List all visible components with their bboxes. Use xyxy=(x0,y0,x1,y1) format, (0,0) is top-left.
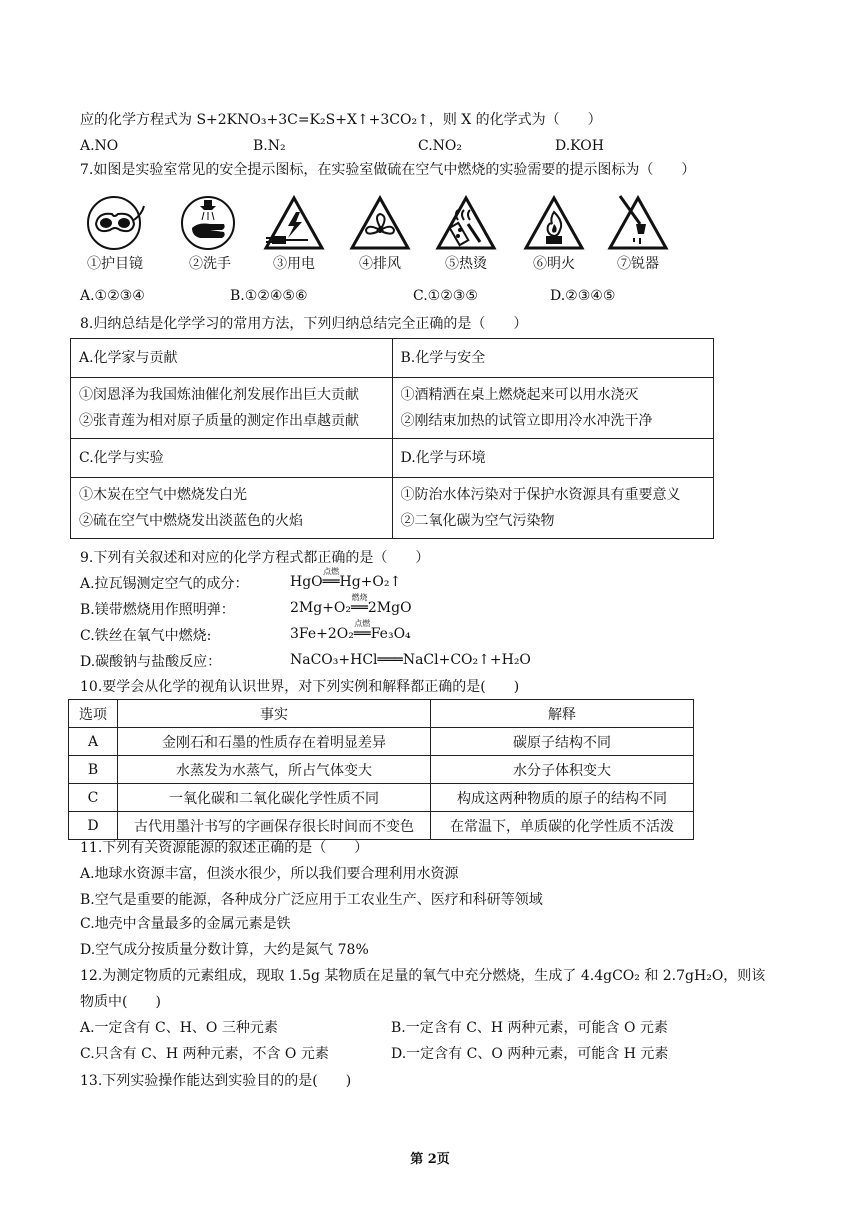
q11-option-a: A.地球水资源丰富，但淡水很少，所以我们要合理利用水资源 xyxy=(80,866,459,882)
q7-option-d: D.②③④⑤ xyxy=(550,288,616,304)
q9-item-d-label: D.碳酸钠与盐酸反应： xyxy=(80,654,222,670)
q10-row-b-explanation: 水分子体积变大 xyxy=(431,756,694,784)
q9-item-a-label: A.拉瓦锡测定空气的成分： xyxy=(80,576,249,592)
table-row xyxy=(69,756,694,784)
q7-stem: 7.如图是实验室常见的安全提示图标，在实验室做硫在空气中燃烧的实验需要的提示图标为（ ） xyxy=(80,162,696,178)
q9-item-b-label: B.镁带燃烧用作照明弹： xyxy=(80,602,235,618)
page-number: 第 2页 xyxy=(410,1152,450,1167)
q6-option-b: B.N₂ xyxy=(253,138,286,154)
q12-stem-line-2: 物质中( ) xyxy=(80,994,161,1010)
q7-option-b: B.①②④⑤⑥ xyxy=(230,288,308,304)
q6-option-c: C.NO₂ xyxy=(418,138,463,154)
q9-a-rhs: Hg+O₂↑ xyxy=(339,574,402,590)
table-row xyxy=(69,812,694,840)
hand-wash-icon xyxy=(178,194,242,252)
q9-a-lhs: HgO xyxy=(290,574,323,590)
q10-row-d-option: D xyxy=(69,812,118,840)
q9-c-lhs: 3Fe+2O₂ xyxy=(290,626,354,642)
q7-option-c: C.①②③⑤ xyxy=(413,288,478,304)
goggles-icon xyxy=(84,194,148,252)
q10-row-d-explanation: 在常温下，单质碳的化学性质不活泼 xyxy=(431,812,694,840)
q10-row-c-option: C xyxy=(69,784,118,812)
q8-cell-b-body xyxy=(392,378,714,439)
q8-b-line-2: ②刚结束加热的试管立即用冷水冲洗干净 xyxy=(400,413,653,429)
q9-item-b-equation xyxy=(290,593,412,616)
q12-option-d: D.一定含有 C、O 两种元素，可能含 H 元素 xyxy=(391,1046,669,1062)
q9-item-a-equation xyxy=(290,567,402,590)
icon-caption-hot: ⑤热烫 xyxy=(445,256,487,272)
q9-d-sign: ═══ xyxy=(377,652,403,668)
q9-c-sign: 点燃 ══ xyxy=(353,619,371,642)
icon-caption-goggles: ①护目镜 xyxy=(87,256,143,272)
q8-cell-c-body xyxy=(71,478,393,539)
q9-c-rhs: Fe₃O₄ xyxy=(370,626,411,642)
q9-item-c-label: C.铁丝在氧气中燃烧: xyxy=(80,628,212,644)
q7-option-a: A.①②③④ xyxy=(80,288,145,304)
q10-header-explanation: 解释 xyxy=(431,700,694,728)
q9-stem: 9.下列有关叙述和对应的化学方程式都正确的是（ ） xyxy=(80,550,430,566)
q9-b-rhs: 2MgO xyxy=(367,600,412,616)
q8-b-line-1: ①酒精洒在桌上燃烧起来可以用水浇灭 xyxy=(400,387,639,403)
q9-b-cond: 燃烧 xyxy=(351,593,368,602)
q12-option-a: A.一定含有 C、H、O 三种元素 xyxy=(80,1020,278,1036)
icon-caption-sharp: ⑦锐器 xyxy=(617,256,659,272)
q10-row-a-fact: 金刚石和石墨的性质存在着明显差异 xyxy=(118,728,431,756)
q10-row-d-fact: 古代用墨汁书写的字画保存很长时间而不变色 xyxy=(118,812,431,840)
q8-c-line-1: ①木炭在空气中燃烧发白光 xyxy=(79,487,247,503)
q8-cell-d-head: D.化学与环境 xyxy=(392,439,714,478)
q9-c-cond: 点燃 xyxy=(354,619,371,628)
q10-row-b-option: B xyxy=(69,756,118,784)
q8-cell-c-head: C.化学与实验 xyxy=(71,439,393,478)
q8-table xyxy=(70,338,714,539)
q11-stem: 11.下列有关资源能源的叙述正确的是（ ） xyxy=(80,840,369,856)
icon-caption-electricity: ③用电 xyxy=(273,256,315,272)
q8-cell-a-body xyxy=(71,378,393,439)
q12-option-c: C.只含有 C、H 两种元素，不含 O 元素 xyxy=(80,1046,329,1062)
icon-caption-flame: ⑥明火 xyxy=(533,256,575,272)
q9-b-sign: 燃烧 ══ xyxy=(351,593,368,616)
q11-option-c: C.地壳中含量最多的金属元素是铁 xyxy=(80,916,291,932)
q8-c-line-2: ②硫在空气中燃烧发出淡蓝色的火焰 xyxy=(79,513,303,529)
q8-cell-b-head: B.化学与安全 xyxy=(392,339,714,378)
q6-option-a: A.NO xyxy=(80,138,119,154)
q8-cell-a-head: A.化学家与贡献 xyxy=(71,339,393,378)
q9-d-rhs: NaCl+CO₂↑+H₂O xyxy=(402,652,531,668)
q9-a-cond: 点燃 xyxy=(323,567,340,576)
sharp-object-icon xyxy=(606,194,670,252)
ventilation-icon xyxy=(348,194,412,252)
table-row xyxy=(69,784,694,812)
q10-row-c-explanation: 构成这两种物质的原子的结构不同 xyxy=(431,784,694,812)
q10-header-fact: 事实 xyxy=(118,700,431,728)
q9-b-lhs: 2Mg+O₂ xyxy=(290,600,352,616)
electricity-icon xyxy=(262,194,326,252)
q8-d-line-1: ①防治水体污染对于保护水资源具有重要意义 xyxy=(400,487,681,503)
q10-row-b-fact: 水蒸发为水蒸气，所占气体变大 xyxy=(118,756,431,784)
table-row xyxy=(69,728,694,756)
q10-header-option: 选项 xyxy=(69,700,118,728)
q10-row-a-option: A xyxy=(69,728,118,756)
q10-stem: 10.要学会从化学的视角认识世界，对下列实例和解释都正确的是( ) xyxy=(80,679,520,695)
q8-a-line-2: ②张青莲为相对原子质量的测定作出卓越贡献 xyxy=(79,413,359,429)
hot-surface-icon xyxy=(434,194,498,252)
q10-row-c-fact: 一氧化碳和二氧化碳化学性质不同 xyxy=(118,784,431,812)
q11-option-b: B.空气是重要的能源，各种成分广泛应用于工农业生产、医疗和科研等领域 xyxy=(80,892,543,908)
q12-stem-line-1: 12.为测定物质的元素组成，现取 1.5g 某物质在足量的氧气中充分燃烧，生成了 4.4gCO₂ 和 2.7gH₂O，则该 xyxy=(80,968,766,984)
q8-cell-d-body xyxy=(392,478,714,539)
q13-stem: 13.下列实验操作能达到实验目的的是( ) xyxy=(80,1073,352,1089)
q8-d-line-2: ②二氧化碳为空气污染物 xyxy=(400,513,555,529)
q10-row-a-explanation: 碳原子结构不同 xyxy=(431,728,694,756)
q9-a-sign: 点燃 ══ xyxy=(322,567,340,590)
q6-option-d: D.KOH xyxy=(555,138,604,154)
q12-option-b: B.一定含有 C、H 两种元素，可能含 O 元素 xyxy=(391,1020,668,1036)
q9-item-c-equation xyxy=(290,619,411,642)
q9-item-d-equation xyxy=(290,652,531,668)
q6-tail: 应的化学方程式为 S+2KNO₃+3C=K₂S+X↑+3CO₂↑，则 X 的化学式为（ ） xyxy=(80,112,602,128)
q11-option-d: D.空气成分按质量分数计算，大约是氮气 78% xyxy=(80,942,369,958)
q9-d-lhs: NaCO₃+HCl xyxy=(290,652,378,668)
q10-table xyxy=(68,699,694,840)
q8-a-line-1: ①闵恩泽为我国炼油催化剂发展作出巨大贡献 xyxy=(79,387,359,403)
open-flame-icon xyxy=(522,194,586,252)
icon-caption-ventilation: ④排风 xyxy=(359,256,401,272)
q8-stem: 8.归纳总结是化学学习的常用方法，下列归纳总结完全正确的是（ ） xyxy=(80,316,528,332)
icon-caption-hand-wash: ②洗手 xyxy=(189,256,231,272)
